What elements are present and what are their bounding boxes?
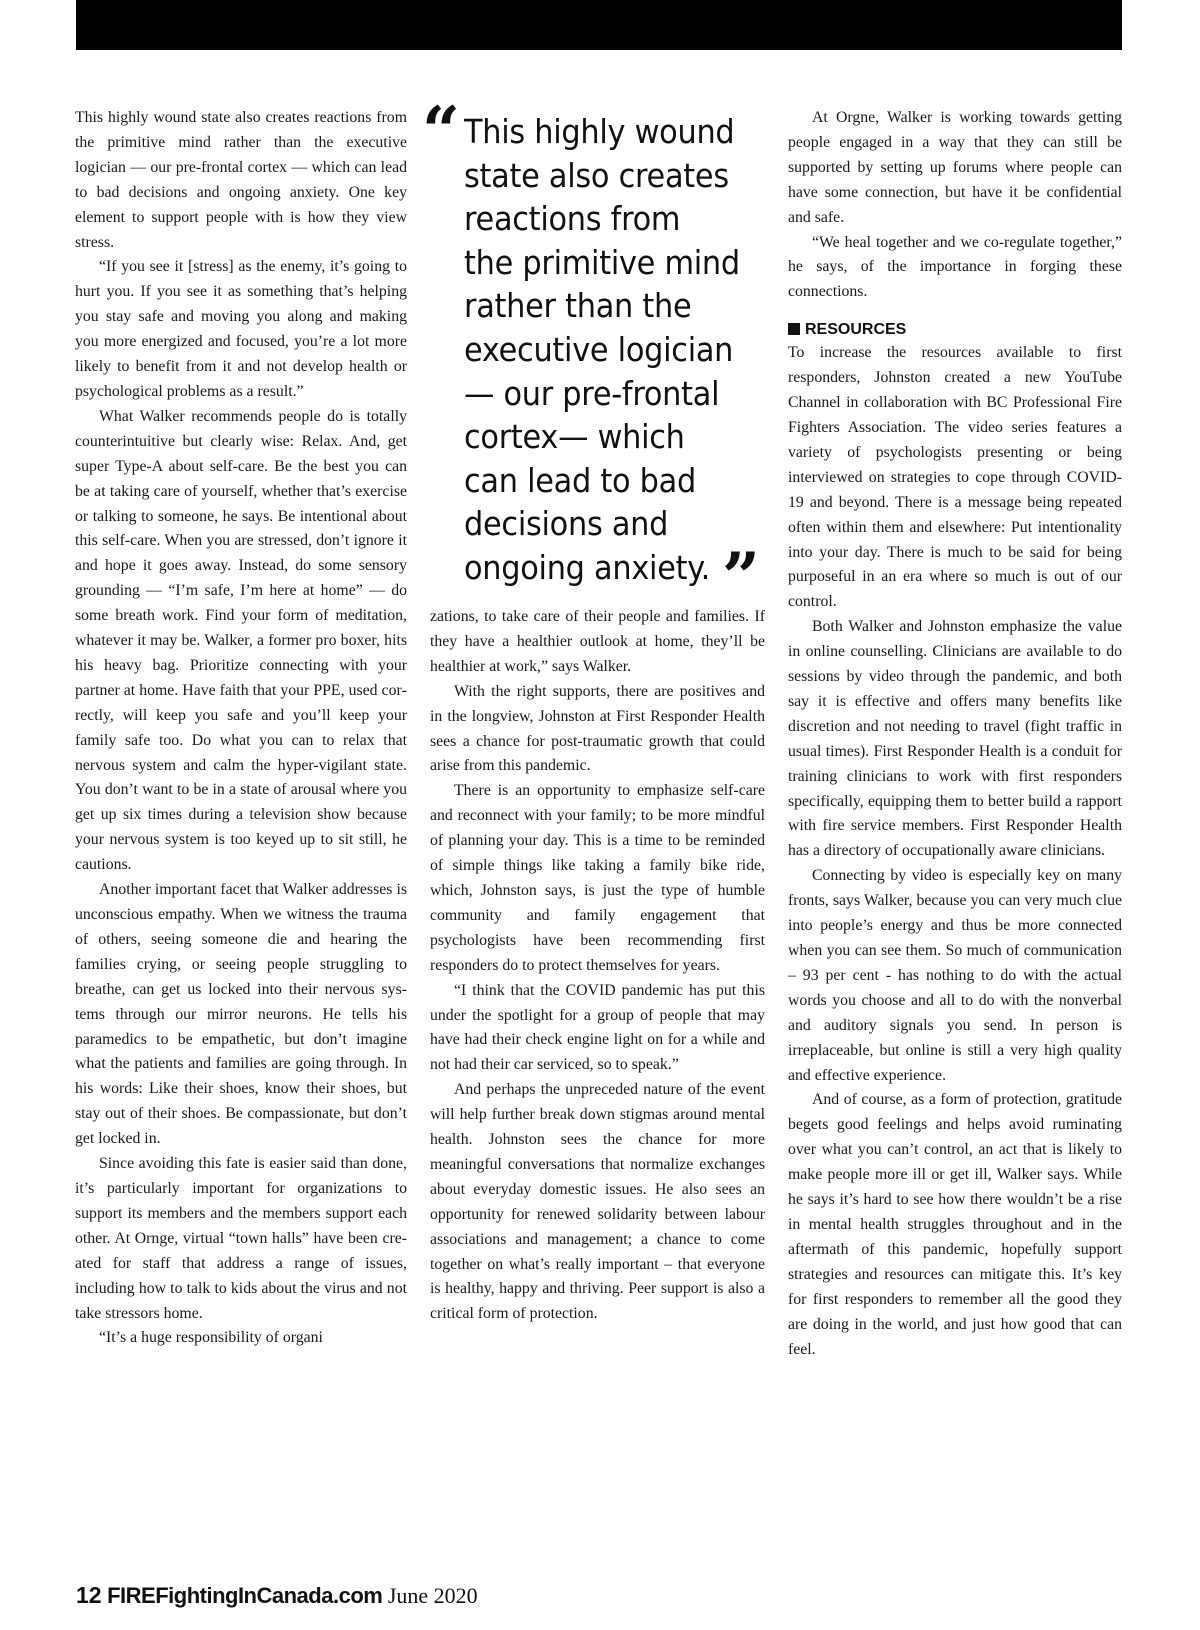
article-column-2 — [430, 605, 765, 1327]
paragraph: And perhaps the unpreceded nature of the event will help further break down stigmas around mental health. Johnston sees the chance for more meaningful conversations that normalize exchanges about everyday domestic issues. He also sees an opportunity for renewed solidarity between labour associations and management; a chance to come together on what’s really important – that everyone is healthy, happy and thriving. Peer support is also a critical form of protection. — [430, 1081, 765, 1323]
page-footer — [76, 1582, 478, 1609]
paragraph: And of course, as a form of protection, gratitude begets good feelings and helps avoid ruminating over what you can’t control, an act that is likely to make people more ill or get ill, Walker says. While he says it’s hard to see how there wouldn’t be a rise in mental health struggles throughout and in the aftermath of this pandemic, hopefully support strategies and resources can mitigate this. It’s key for first responders to remember all the good they are doing in the world, and just how good that can feel. — [788, 1091, 1122, 1358]
paragraph: “We heal together and we co-regulate together,” he says, of the importance in forging these connections. — [788, 233, 1122, 301]
article-column-3 — [788, 106, 1122, 1362]
close-quote-mark: ” — [722, 538, 760, 616]
paragraph: There is an opportunity to emphasize self-care and reconnect with your family; to be more mindful of planning your day. This is a time to be reminded of simple things like taking a family bike ride, which, Johnston says, is just the type of humble community and family engagement that psychologists have been recommending first responders do to protect themselves for years. — [430, 782, 765, 974]
section-heading-resources — [788, 319, 1122, 341]
paragraph: Connecting by video is especially key on many fronts, says Walker, because you can very much clue into people’s energy and thus be more connected when you can see them. So much of communication – 93 per cent - has nothing to do with the actual words you choose and all to do with the nonverbal and auditory signals you send. In person is irreplaceable, but online is still a very high quality and effective experience. — [788, 867, 1122, 1084]
square-bullet-icon — [788, 323, 800, 335]
issue-date: June 2020 — [387, 1583, 478, 1608]
paragraph: Another important facet that Walker addresses is unconscious empathy. When we witness the trauma of others, seeing someone die and hearing the families crying, or seeing people struggling to breathe, can get us locked into their nervous systems through our mirror neurons. He tells his paramedics to be empathetic, but don’t imagine what the patients and families are going through. In his words: Like their shoes, know their shoes, but stay out of their shoes. Be compassionate, but don’t get locked in. — [75, 881, 407, 1148]
paragraph: With the right supports, there are positives and in the longview, Johnston at First Responder Health sees a chance for post-traumatic growth that could arise from this pandemic. — [430, 682, 765, 775]
section-heading-label: RESOURCES — [805, 321, 907, 339]
paragraph: To increase the resources available to first responders, Johnston created a new YouTube Channel in collaboration with BC Professional Fire Fighters Association. The video series features a variety of psychologists presenting or being interviewed on strategies to cope through COVID-19 and beyond. There is a message being repeated often within them and elsewhere: Put intentionality into your day. There is much to be said for being purposeful in an era where so much is out of our control. — [788, 344, 1122, 611]
pull-quote-text: This highly wound state also creates reactions from the primitive mind rather than the executive logician — our pre-frontal cortex— which can lead to bad decisions and ongoing anxiety. — [464, 112, 740, 587]
paragraph: “I think that the COVID pandemic has put this under the spotlight for a group of people that may have had their check engine light on for a while and not had their car serviced, so to speak.” — [430, 981, 765, 1074]
header-bar — [76, 0, 1122, 50]
paragraph: What Walker recommends people do is totally counterintuitive but clearly wise: Relax. And, get super Type-A about self-care. Be the best you can be at taking care of yourself, whether that’s exercise or talking to someone, he says. Be intentional about this self-care. When you are stressed, don’t ignore it and hope it goes away. Instead, do some sensory grounding — “I’m safe, I’m here at home” — do some breath work. Find your form of meditation, whatever it may be. Walker, a former pro boxer, hits his heavy bag. Prioritize connecting with your partner at home. Have faith that your PPE, used correctly, will keep you safe and you’ll keep your family safe too. Do what you can to relax that nervous system and calm the hyper-vigilant state. You don’t want to be in a state of arousal where you get up six times during a television show because your nervous system is too keyed up to sit still, he cautions. — [75, 407, 407, 874]
paragraph: At Orgne, Walker is working towards getting people engaged in a way that they can still be supported by setting up forums where people can have some connection, but have it be confidential and safe. — [788, 109, 1122, 226]
paragraph: “If you see it [stress] as the enemy, it’s going to hurt you. If you see it as something that’s helping you stay safe and moving you along and making you more energized and focused, you’re a lot more likely to benefit from it and not develop health or psychological problems as a result.” — [75, 258, 407, 400]
page-number: 12 — [76, 1582, 102, 1608]
paragraph: zations, to take care of their people and families. If they have a healthier outlook at home, they’ll be healthier at work,” says Walker. — [430, 608, 765, 675]
paragraph: “It’s a huge responsibility of organi — [99, 1329, 323, 1347]
paragraph: This highly wound state also creates reactions from the primitive mind rather than the executive logician — our pre-frontal cortex — which can lead to bad decisions and ongoing anxiety. One key element to support people with is how they view stress. — [75, 109, 407, 251]
publication-name: FIREFightingInCanada.com — [107, 1583, 383, 1608]
open-quote-mark: “ — [422, 92, 460, 170]
article-column-1 — [75, 106, 407, 1351]
paragraph: Both Walker and Johnston emphasize the value in online counselling. Clinicians are available to do sessions by video through the pandemic, and both say it is effective and offers many benefits like discretion and not needing to travel (fight traffic in usual times). First Responder Health is a conduit for training clinicians to work with first responders specifically, equipping them to better build a rapport with fire service members. First Responder Health has a directory of occupationally aware clinicians. — [788, 618, 1122, 860]
paragraph: Since avoiding this fate is easier said than done, it’s particularly important for organizations to support its members and the members support each other. At Ornge, virtual “town halls” have been created for staff that address a range of issues, including how to talk to kids about the virus and not take stressors home. — [75, 1155, 407, 1322]
